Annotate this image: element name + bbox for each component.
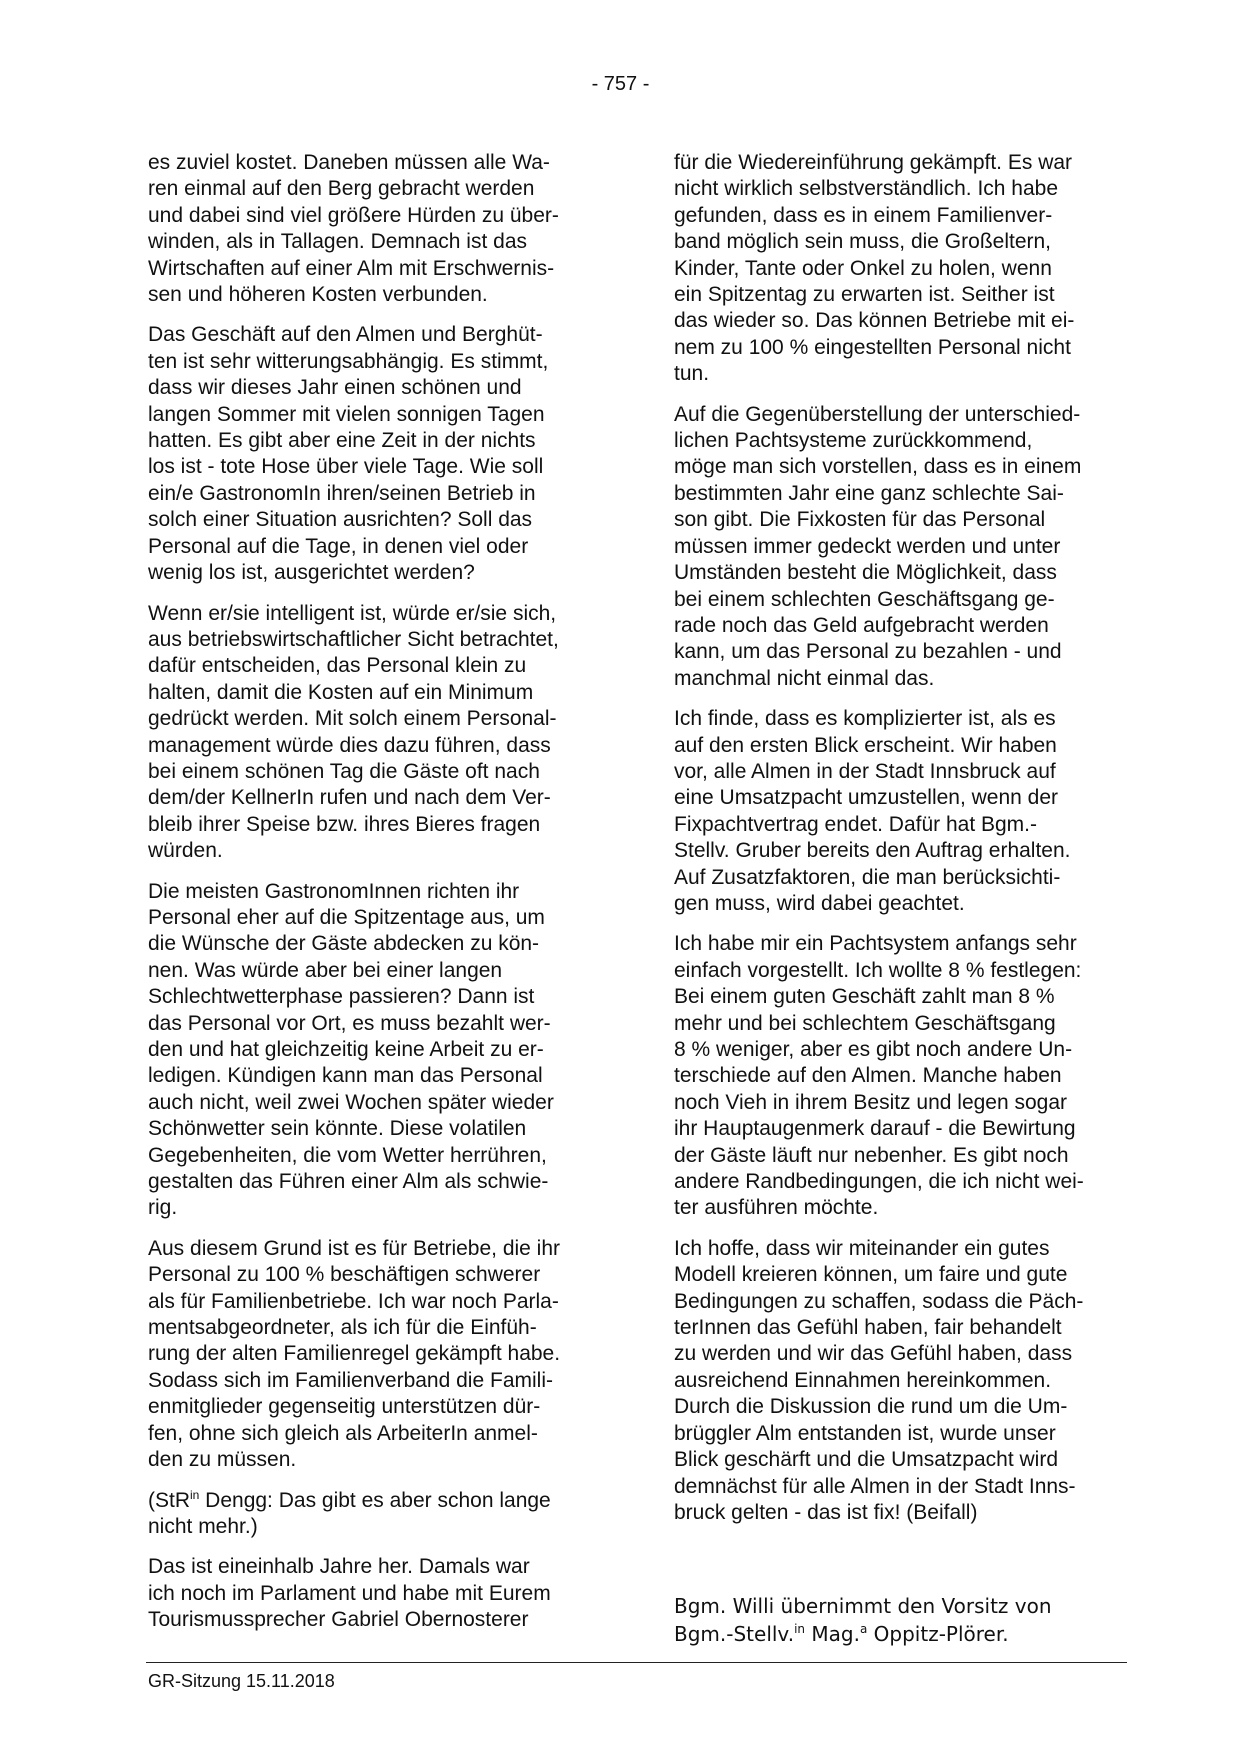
text-line: Wenn er/sie intelligent ist, würde er/sie sich, [148, 601, 557, 625]
text-line: hatten. Es gibt aber eine Zeit in der nichts [148, 429, 536, 453]
text-line: ten ist sehr witterungsabhängig. Es stimmt, [148, 349, 549, 373]
text-line: als für Familienbetriebe. Ich war noch Parla- [148, 1289, 559, 1313]
section-spacer [674, 1540, 1124, 1592]
text-line: mentsabgeordneter, als ich für die Einfüh- [148, 1316, 537, 1340]
text-line: ich noch im Parlament und habe mit Eurem [148, 1581, 551, 1605]
text-line: tun. [674, 362, 710, 386]
text-line: Bei einem guten Geschäft zahlt man 8 % [674, 985, 1055, 1009]
text-line: gedrückt werden. Mit solch einem Personal- [148, 707, 557, 731]
text-line: bestimmten Jahr eine ganz schlechte Sai- [674, 481, 1064, 505]
text-line: bei einem schönen Tag die Gäste oft nach [148, 759, 540, 783]
text-line: nicht wirklich selbstverständlich. Ich habe [674, 177, 1059, 201]
text-line: würden. [148, 839, 223, 863]
text-line: eine Umsatzpacht umzustellen, wenn der [674, 786, 1059, 810]
text-line: Ich habe mir ein Pachtsystem anfangs sehr [674, 932, 1077, 956]
chair-note-text: Mag. [805, 1622, 860, 1647]
text-line: vor, alle Almen in der Stadt Innsbruck auf [674, 759, 1056, 783]
text-line: Ich hoffe, dass wir miteinander ein gutes [674, 1236, 1050, 1260]
text-line: Durch die Diskussion die rund um die Um- [674, 1395, 1068, 1419]
interjection-line [148, 1488, 598, 1514]
text-line: ein Spitzentag zu erwarten ist. Seither ist [674, 283, 1055, 307]
paragraph [148, 322, 598, 586]
text-line: bleib ihrer Speise bzw. ihres Bieres fragen [148, 812, 541, 836]
text-line: fen, ohne sich gleich als ArbeiterIn anmel- [148, 1421, 538, 1445]
text-line: dem/der KellnerIn rufen und nach dem Ver- [148, 786, 551, 810]
text-line: ledigen. Kündigen kann man das Personal [148, 1064, 543, 1088]
text-line: es zuviel kostet. Daneben müssen alle Wa- [148, 151, 550, 174]
footer-divider [146, 1662, 1127, 1663]
text-line: das wieder so. Das können Betriebe mit ei- [674, 309, 1075, 333]
text-line: Sodass sich im Familienverband die Famili- [148, 1368, 553, 1392]
text-line: Auf die Gegenüberstellung der unterschied- [674, 402, 1081, 426]
text-line: solch einer Situation ausrichten? Soll das [148, 508, 533, 532]
text-line: den zu müssen. [148, 1448, 297, 1472]
text-line: Das Geschäft auf den Almen und Berghüt- [148, 323, 543, 347]
text-line: Schönwetter sein könnte. Diese volatilen [148, 1117, 527, 1141]
text-line: mehr und bei schlechtem Geschäftsgang [674, 1011, 1056, 1035]
text-line: ihr Hauptaugenmerk darauf - die Bewirtung [674, 1117, 1076, 1141]
chair-change-note [674, 1592, 1124, 1648]
text-line: dass wir dieses Jahr einen schönen und [148, 376, 522, 400]
text-line: Fixpachtvertrag endet. Dafür hat Bgm.- [674, 812, 1037, 836]
text-line: nen. Was würde aber bei einer langen [148, 958, 503, 982]
chair-note-superscript: in [794, 1622, 806, 1637]
text-line: noch Vieh in ihrem Besitz und legen sogar [674, 1090, 1068, 1114]
interjection [148, 1488, 598, 1541]
paragraph [674, 931, 1124, 1221]
text-line: Wirtschaften auf einer Alm mit Erschwernis- [148, 256, 555, 280]
text-line: 8 % weniger, aber es gibt noch andere Un- [674, 1038, 1073, 1061]
text-line: Stellv. Gruber bereits den Auftrag erhalten. [674, 839, 1071, 863]
text-line: langen Sommer mit vielen sonnigen Tagen [148, 402, 545, 426]
interjection-line: nicht mehr.) [148, 1514, 258, 1538]
text-line: kann, um das Personal zu bezahlen - und [674, 640, 1062, 664]
text-line: rade noch das Geld aufgebracht werden [674, 613, 1049, 637]
text-line: das Personal vor Ort, es muss bezahlt wer- [148, 1011, 551, 1035]
interjection-superscript: in [190, 1487, 200, 1502]
paragraph [674, 402, 1124, 692]
chair-note-line [674, 1620, 1124, 1648]
text-line: management würde dies dazu führen, dass [148, 733, 551, 757]
text-line: Bedingungen zu schaffen, sodass die Päch- [674, 1289, 1084, 1313]
text-line: und dabei sind viel größere Hürden zu über- [148, 203, 559, 227]
text-line: die Wünsche der Gäste abdecken zu kön- [148, 932, 540, 956]
text-line: terschiede auf den Almen. Manche haben [674, 1064, 1062, 1088]
text-line: auch nicht, weil zwei Wochen später wieder [148, 1090, 554, 1114]
paragraph [148, 150, 598, 308]
text-line: ausreichend Einnahmen hereinkommen. [674, 1368, 1052, 1392]
right-column [674, 150, 1124, 1662]
text-line: Aus diesem Grund ist es für Betriebe, die ihr [148, 1236, 561, 1260]
interjection-prefix: (StR [148, 1488, 190, 1512]
text-line: nem zu 100 % eingestellten Personal nicht [674, 335, 1071, 359]
text-line: ter ausführen möchte. [674, 1196, 879, 1220]
text-line: auf den ersten Blick erscheint. Wir haben [674, 733, 1057, 757]
text-line: enmitglieder gegenseitig unterstützen dür- [148, 1395, 541, 1419]
text-line: son gibt. Die Fixkosten für das Personal [674, 508, 1046, 532]
text-line: für die Wiedereinführung gekämpft. Es war [674, 151, 1073, 174]
text-line: andere Randbedingungen, die ich nicht wei- [674, 1170, 1084, 1194]
text-line: los ist - tote Hose über viele Tage. Wie soll [148, 455, 544, 479]
paragraph [148, 1236, 598, 1474]
text-line: Personal zu 100 % beschäftigen schwerer [148, 1263, 541, 1287]
paragraph [148, 1554, 598, 1633]
text-line: demnächst für alle Almen in der Stadt Inns- [674, 1474, 1076, 1498]
chair-note-text: Oppitz-Plörer. [867, 1622, 1009, 1647]
text-line: manchmal nicht einmal das. [674, 666, 935, 690]
text-line: Ich finde, dass es komplizierter ist, als es [674, 707, 1056, 731]
text-line: gen muss, wird dabei geachtet. [674, 891, 965, 915]
text-line: ren einmal auf den Berg gebracht werden [148, 177, 535, 201]
paragraph [148, 601, 598, 865]
text-line: Gegebenheiten, die vom Wetter herrühren, [148, 1143, 547, 1167]
text-line: Auf Zusatzfaktoren, die man berücksichti- [674, 865, 1061, 889]
text-line: Umständen besteht die Möglichkeit, dass [674, 561, 1057, 585]
left-column [148, 150, 598, 1648]
text-line: Modell kreieren können, um faire und gute [674, 1263, 1068, 1287]
text-line: terInnen das Gefühl haben, fair behandelt [674, 1316, 1062, 1340]
chair-note-superscript: a [859, 1622, 868, 1637]
footer-session-date: GR-Sitzung 15.11.2018 [148, 1671, 335, 1691]
text-line: den und hat gleichzeitig keine Arbeit zu er- [148, 1038, 544, 1061]
text-line: rig. [148, 1196, 178, 1220]
text-line: Personal eher auf die Spitzentage aus, um [148, 905, 545, 929]
text-line: lichen Pachtsysteme zurückkommend, [674, 429, 1033, 453]
text-line: sen und höheren Kosten verbunden. [148, 283, 488, 307]
paragraph [674, 1236, 1124, 1526]
text-line: bruck gelten - das ist fix! (Beifall) [674, 1500, 978, 1524]
text-line: gefunden, dass es in einem Familienver- [674, 203, 1053, 227]
chair-note-line: Bgm. Willi übernimmt den Vorsitz von [674, 1594, 1052, 1619]
interjection-text: Dengg: Das gibt es aber schon lange [199, 1488, 551, 1512]
text-line: Personal auf die Tage, in denen viel oder [148, 534, 529, 558]
paragraph [674, 150, 1124, 388]
text-line: rung der alten Familienregel gekämpft habe. [148, 1342, 561, 1366]
text-line: band möglich sein muss, die Großeltern, [674, 230, 1052, 254]
text-line: Tourismussprecher Gabriel Obernosterer [148, 1608, 529, 1632]
text-line: Das ist eineinhalb Jahre her. Damals war [148, 1555, 530, 1579]
text-line: müssen immer gedeckt werden und unter [674, 534, 1061, 558]
text-line: ein/e GastronomIn ihren/seinen Betrieb in [148, 481, 536, 505]
text-line: dafür entscheiden, das Personal klein zu [148, 654, 527, 678]
paragraph [674, 706, 1124, 917]
text-line: Blick geschärft und die Umsatzpacht wird [674, 1448, 1058, 1472]
text-line: möge man sich vorstellen, dass es in einem [674, 455, 1082, 479]
text-line: aus betriebswirtschaftlicher Sicht betrachtet, [148, 627, 559, 651]
text-line: Schlechtwetterphase passieren? Dann ist [148, 985, 535, 1009]
chair-note-text: Bgm.-Stellv. [674, 1622, 795, 1647]
text-line: wenig los ist, ausgerichtet werden? [148, 561, 475, 585]
text-line: einfach vorgestellt. Ich wollte 8 % festlegen: [674, 958, 1082, 982]
text-line: halten, damit die Kosten auf ein Minimum [148, 680, 534, 704]
text-line: gestalten das Führen einer Alm als schwie- [148, 1170, 549, 1194]
text-line: Kinder, Tante oder Onkel zu holen, wenn [674, 256, 1052, 280]
text-line: brüggler Alm entstanden ist, wurde unser [674, 1421, 1056, 1445]
text-line: winden, als in Tallagen. Demnach ist das [148, 230, 527, 254]
text-line: der Gäste läuft nur nebenher. Es gibt noch [674, 1143, 1069, 1167]
paragraph [148, 879, 598, 1222]
page-number: - 757 - [591, 73, 650, 95]
text-line: zu werden und wir das Gefühl haben, dass [674, 1342, 1073, 1366]
text-line: Die meisten GastronomInnen richten ihr [148, 879, 520, 903]
text-line: bei einem schlechten Geschäftsgang ge- [674, 587, 1055, 611]
